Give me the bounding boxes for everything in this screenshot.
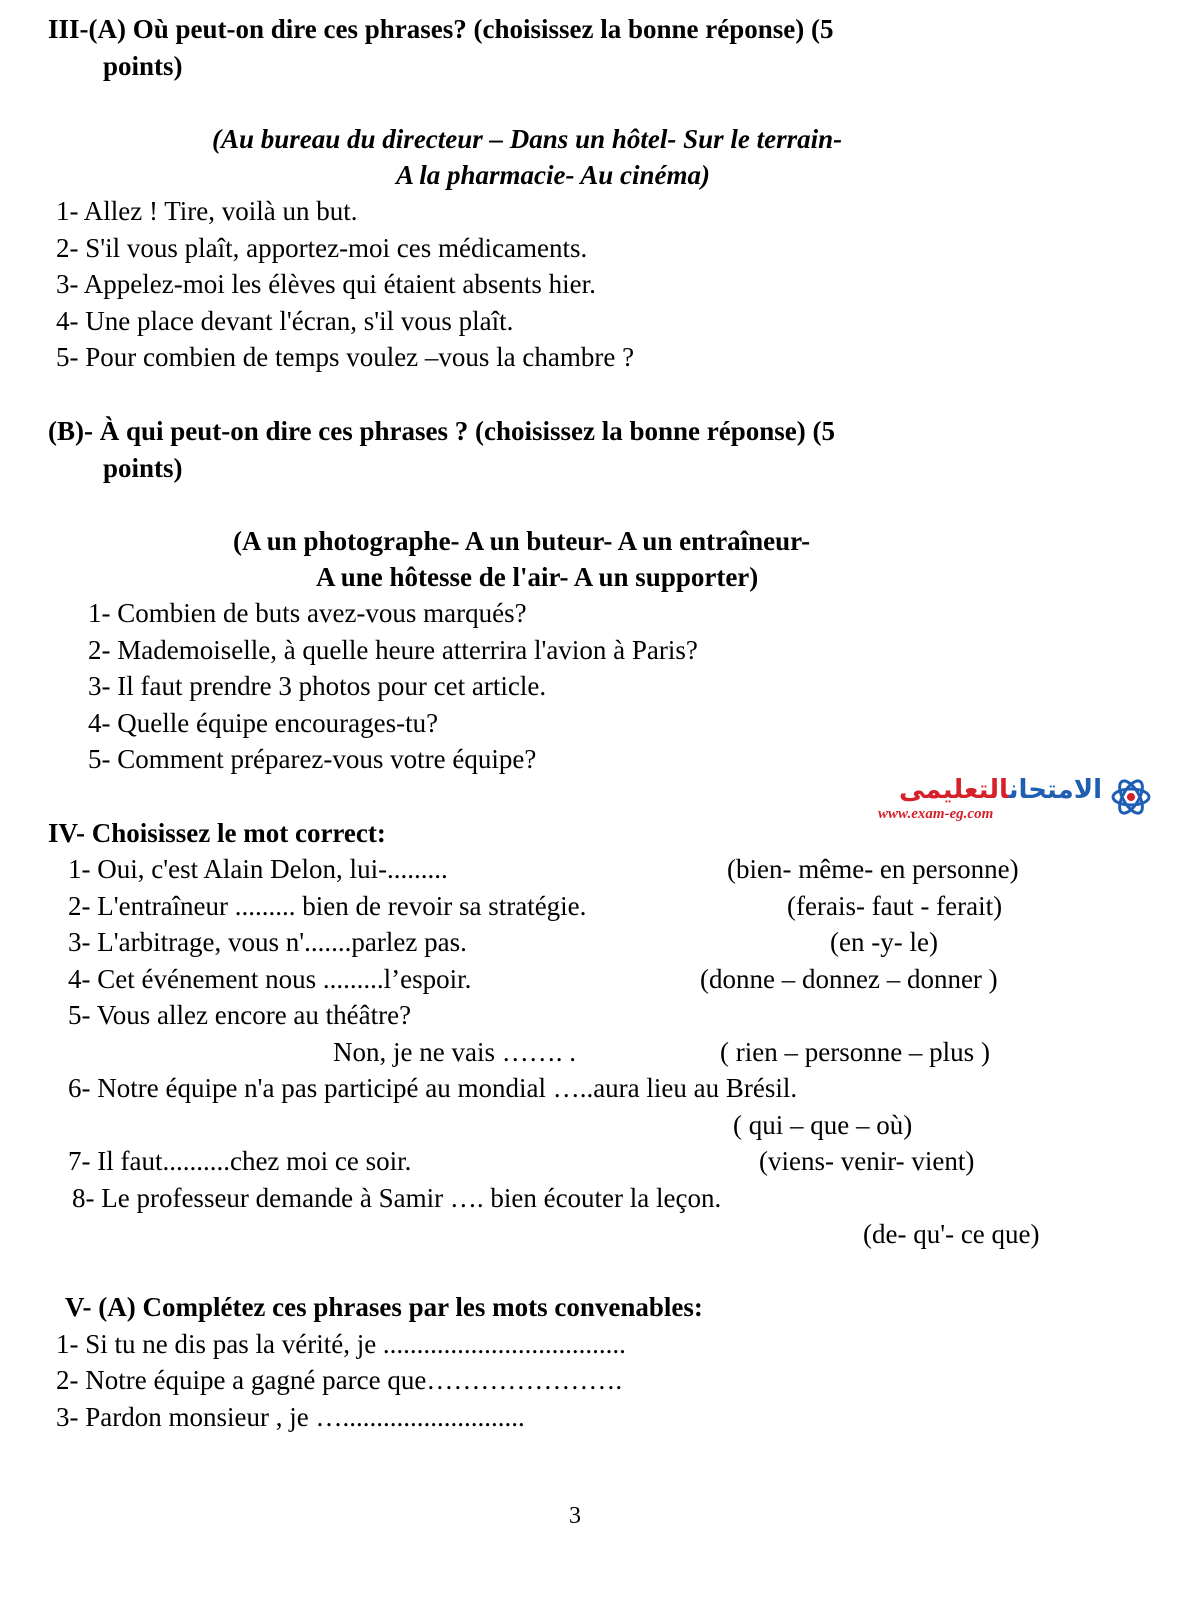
section3-b-options-line2: A une hôtesse de l'air- A un supporter) — [316, 562, 759, 592]
section3-a-item: 2- S'il vous plaît, apportez-moi ces médicaments. — [56, 233, 588, 263]
section3-a-item: 3- Appelez-moi les élèves qui étaient absents hier. — [56, 269, 596, 299]
section4-item-choices: ( qui – que – où) — [733, 1110, 913, 1140]
section3-b-item: 5- Comment préparez-vous votre équipe? — [88, 744, 537, 774]
section3-a-heading-line2: points) — [103, 51, 183, 81]
section3-a-options-line2: A la pharmacie- Au cinéma) — [396, 160, 711, 190]
section4-item-text: 1- Oui, c'est Alain Delon, lui-......... — [68, 854, 448, 884]
section3-b-heading-line1: (B)- À qui peut-on dire ces phrases ? (choisissez la bonne réponse) (5 — [48, 416, 836, 446]
section3-b-item: 2- Mademoiselle, à quelle heure atterrira l'avion à Paris? — [88, 635, 698, 665]
section4-item-choices: (bien- même- en personne) — [727, 854, 1019, 884]
section4-item-text: 7- Il faut..........chez moi ce soir. — [68, 1146, 412, 1176]
section3-a-options-line1: (Au bureau du directeur – Dans un hôtel- Sur le terrain- — [212, 124, 843, 154]
section5-item: 2- Notre équipe a gagné parce que…………………. — [56, 1365, 623, 1395]
section5-item: 3- Pardon monsieur , je …........................... — [56, 1402, 525, 1432]
section4-item-choices: (ferais- faut - ferait) — [787, 891, 1003, 921]
section3-b-heading-line2: points) — [103, 453, 183, 483]
section4-item-choices: ( rien – personne – plus ) — [720, 1037, 990, 1067]
section4-item-text: 4- Cet événement nous .........l’espoir. — [68, 964, 472, 994]
section3-a-item: 1- Allez ! Tire, voilà un but. — [56, 196, 358, 226]
atom-icon — [1110, 774, 1152, 820]
logo-arabic-part1: الامتحان — [1008, 775, 1102, 805]
section3-a-item: 4- Une place devant l'écran, s'il vous plaît. — [56, 306, 514, 336]
section4-heading: IV- Choisissez le mot correct: — [48, 818, 386, 848]
logo-arabic-part2: التعليمى — [898, 775, 1009, 805]
section4-item-choices: (en -y- le) — [830, 927, 938, 957]
section3-b-options-line1: (A un photographe- A un buteur- A un entraîneur- — [233, 526, 811, 556]
section4-item-text: 8- Le professeur demande à Samir …. bien écouter la leçon. — [72, 1183, 722, 1213]
section5-heading: V- (A) Complétez ces phrases par les mots convenables: — [65, 1292, 703, 1322]
section4-item-choices: (donne – donnez – donner ) — [700, 964, 998, 994]
section3-a-item: 5- Pour combien de temps voulez –vous la chambre ? — [56, 342, 635, 372]
section4-item-text: 6- Notre équipe n'a pas participé au mondial …..aura lieu au Brésil. — [68, 1073, 798, 1103]
section4-item-choices: (viens- venir- vient) — [759, 1146, 975, 1176]
section3-b-item: 1- Combien de buts avez-vous marqués? — [88, 598, 527, 628]
section5-item: 1- Si tu ne dis pas la vérité, je .................................... — [56, 1329, 626, 1359]
section4-item-text: 5- Vous allez encore au théâtre? — [68, 1000, 412, 1030]
page-number: 3 — [569, 1503, 581, 1529]
section4-item-choices: (de- qu'- ce que) — [863, 1219, 1040, 1249]
section3-a-heading-line1: III-(A) Où peut-on dire ces phrases? (choisissez la bonne réponse) (5 — [48, 14, 834, 44]
section3-b-item: 4- Quelle équipe encourages-tu? — [88, 708, 439, 738]
section4-item-text: 3- L'arbitrage, vous n'.......parlez pas. — [68, 927, 467, 957]
section3-b-item: 3- Il faut prendre 3 photos pour cet article. — [88, 671, 547, 701]
site-logo — [876, 772, 1102, 808]
section4-item-text: Non, je ne vais ……. . — [333, 1037, 576, 1067]
logo-url: www.exam-eg.com — [878, 806, 994, 822]
section4-item-text: 2- L'entraîneur ......... bien de revoir sa stratégie. — [68, 891, 587, 921]
